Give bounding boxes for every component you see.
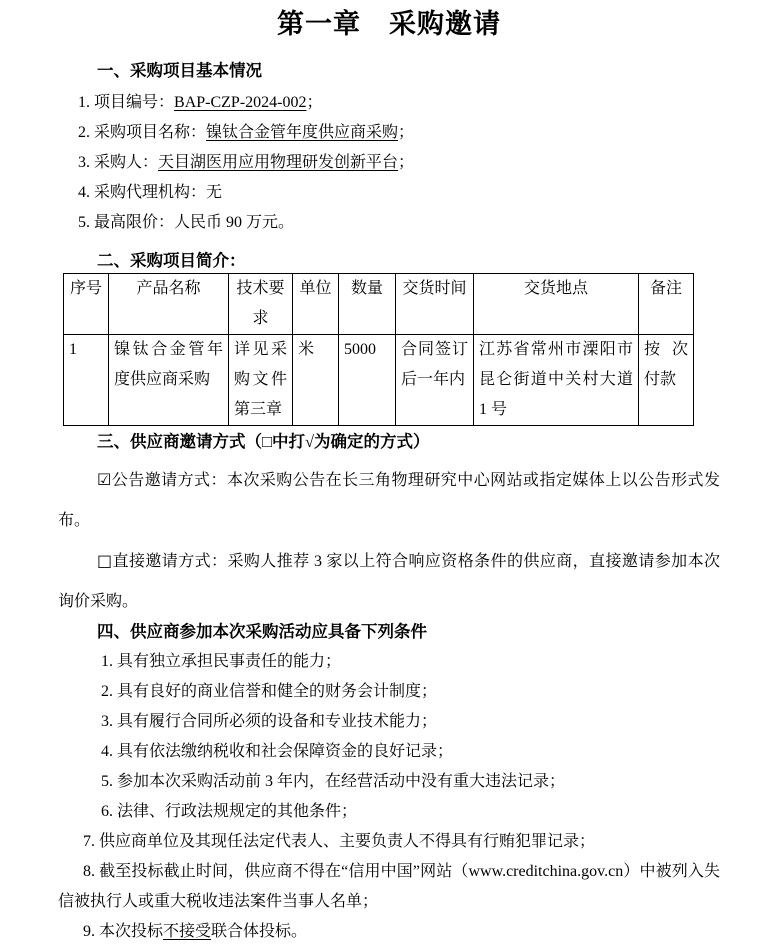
cell-delivery-place: 江苏省常州市溧阳市昆仑街道中关村大道 1 号 [474, 335, 639, 426]
col-header-quantity: 数量 [339, 274, 396, 335]
condition-item-8: 8. 截至投标截止时间，供应商不得在“信用中国”网站（www.creditchina.gov.cn）中被列入失信被执行人或重大税收违法案件当事人名单； [58, 863, 720, 910]
col-header-remarks: 备注 [639, 274, 694, 335]
col-header-delivery-place: 交货地点 [474, 274, 639, 335]
condition-item-9-underlined: 不接受 [163, 923, 212, 940]
condition-item-1: 1. 具有独立承担民事责任的能力； [101, 653, 342, 670]
purchaser-suffix: ； [398, 154, 415, 171]
price-limit-line [78, 208, 720, 238]
project-number-line [78, 88, 720, 118]
cell-product-name: 镍钛合金管年度供应商采购 [109, 335, 229, 426]
section-1-heading: 一、采购项目基本情况 [97, 62, 262, 80]
condition-item-9-suffix: 联合体投标。 [211, 923, 308, 940]
condition-item-3: 3. 具有履行合同所必须的设备和专业技术能力； [101, 713, 438, 730]
condition-item-4: 4. 具有依法缴纳税收和社会保障资金的良好记录； [101, 743, 454, 760]
table-header-row [64, 274, 694, 335]
col-header-delivery-time: 交货时间 [396, 274, 474, 335]
project-number-suffix: ； [306, 94, 323, 111]
unchecked-checkbox-icon: □ [97, 551, 113, 570]
purchaser-value: 天目湖医用应用物理研发创新平台 [158, 154, 399, 171]
section-2-heading: 二、采购项目简介： [97, 252, 246, 270]
condition-item-9-prefix: 9. 本次投标 [83, 923, 164, 940]
section-3-heading [97, 432, 720, 452]
cell-unit: 米 [293, 335, 339, 426]
section-4-heading: 四、供应商参加本次采购活动应具备下列条件 [97, 623, 427, 641]
project-number-label: 1. 项目编号： [78, 94, 175, 111]
agency-value: 无 [206, 184, 223, 201]
project-number-value: BAP-CZP-2024-002 [174, 94, 307, 111]
condition-item-7: 7. 供应商单位及其现任法定代表人、主要负责人不得具有行贿犯罪记录； [83, 833, 596, 850]
cell-delivery-time: 合同签订后一年内 [396, 335, 474, 426]
cell-serial: 1 [64, 335, 109, 426]
cell-tech-requirements: 详见采购文件第三章 [229, 335, 293, 426]
cell-quantity: 5000 [339, 335, 396, 426]
section-4-items [58, 647, 720, 947]
price-limit-suffix: 。 [278, 214, 295, 231]
section-3-heading-main: 三、供应商邀请方式 [97, 433, 246, 451]
products-table [63, 273, 694, 426]
project-name-label: 2. 采购项目名称： [78, 124, 207, 141]
page-title: 第一章 采购邀请 [277, 9, 501, 39]
project-name-value: 镍钛合金管年度供应商采购 [206, 124, 399, 141]
price-limit-value: 人民币 90 万元 [174, 214, 279, 231]
condition-item-6: 6. 法律、行政法规规定的其他条件； [101, 803, 358, 820]
col-header-unit: 单位 [293, 274, 339, 335]
col-header-tech-requirements: 技术要求 [229, 274, 293, 335]
purchaser-line [78, 148, 720, 178]
direct-invitation-text: 直接邀请方式：采购人推荐 3 家以上符合响应资格条件的供应商，直接邀请参加本次询价采购。 [58, 553, 720, 610]
cell-remarks: 按次付款 [639, 335, 694, 426]
section-1-items [58, 88, 720, 238]
price-limit-label: 5. 最高限价： [78, 214, 175, 231]
table-row [64, 335, 694, 426]
project-name-suffix: ； [398, 124, 415, 141]
agency-line [78, 178, 720, 208]
announcement-invitation-paragraph [58, 460, 720, 541]
condition-item-2: 2. 具有良好的商业信誉和健全的财务会计制度； [101, 683, 438, 700]
condition-item-9 [58, 917, 720, 947]
col-header-product-name: 产品名称 [109, 274, 229, 335]
condition-item-5: 5. 参加本次采购活动前 3 年内，在经营活动中没有重大违法记录； [101, 773, 566, 790]
announcement-invitation-text: 公告邀请方式：本次采购公告在长三角物理研究中心网站或指定媒体上以公告形式发布。 [58, 472, 720, 529]
checked-checkbox-icon: ☑ [97, 470, 112, 489]
col-header-serial: 序号 [64, 274, 109, 335]
project-name-line [78, 118, 720, 148]
direct-invitation-paragraph [58, 541, 720, 622]
purchaser-label: 3. 采购人： [78, 154, 159, 171]
agency-label: 4. 采购代理机构： [78, 184, 207, 201]
section-3-heading-note: （□中打√为确定的方式） [245, 432, 430, 451]
